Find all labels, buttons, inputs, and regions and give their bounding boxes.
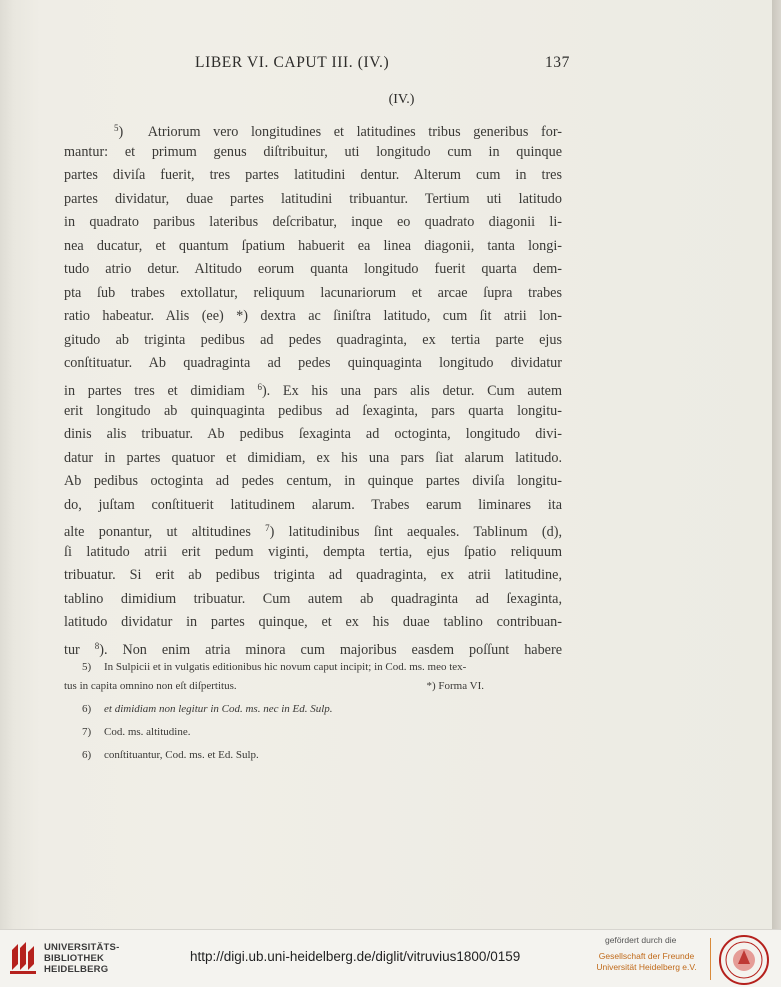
library-logo-icon[interactable] [8,940,38,976]
text-line: tur $^8$). Non enim atria minora cum majoribus easdem poſſunt habere [64,641,563,659]
sponsor-divider [710,938,711,980]
footnotes [64,658,564,765]
sponsor-name[interactable]: Gesellschaft der Freunde Universität Heidelberg e.V. [596,951,697,972]
text-line: nea ducatur, et quantum ſpatium habuerit ea linea diagonii, tanta longi- [64,237,562,254]
note-ref: 7 [265,523,270,534]
text-line: conſtituatur. Ab quadraginta ad pedes quinquaginta longitudo dividatur [64,355,562,372]
library-name[interactable]: UNIVERSITÄTS- BIBLIOTHEK HEIDELBERG [44,942,120,975]
text-line: in partes tres et dimidiam $^6$). Ex his una pars alis detur. Cum autem [64,382,563,400]
text-line: Ab pedibus octoginta ad pedes centum, in quinque partes diviſa longitu- [64,473,562,490]
text-line: dinis alis tribuatur. Ab pedibus ſexaginta ad octoginta, longitudo divi- [64,426,562,443]
permalink-url[interactable]: http://digi.ub.uni-heidelberg.de/diglit/vitruvius1800/0159 [190,949,521,964]
running-title: LIBER VI. CAPUT III. (IV.) [195,54,390,71]
text-line: ſi latitudo atrii erit pedum viginti, dempta tertia, ejus ſpatio reliquum [64,543,562,560]
text-line: mantur: et primum genus diſtribuitur, uti longitudo cum in quinque [64,143,562,160]
text-line: ratio habeatur. Alis (ee) *) dextra ac ſiniſtra latitudo, cum ſit atrii lon- [64,308,562,325]
text-line: datur in partes quatuor et dimidiam, ex his una pars ſiat alarum latitudo. [64,449,562,466]
text-line: tablino dimidium tribuatur. Cum autem ab quadraginta ad ſexaginta, [64,590,562,607]
text-line: partes dividatur, duae partes latitudini tribuantur. Tertium uti latitudo [64,190,562,207]
footnote: 5) In Sulpicii et in vulgatis editionibus hic novum caput incipit; in Cod. ms. meo tex- [82,661,467,673]
footnote: 6) conſtituantur, Cod. ms. et Ed. Sulp. [82,749,259,761]
text-line: alte ponantur, ut altitudines $^7$) latitudinibus ſint aequales. Tablinum (d), [64,523,562,541]
university-seal-icon[interactable] [718,934,770,986]
text-line: $^5$) Atriorum vero longitudines et latitudines tribus generibus for- [114,123,562,140]
footnote: 7) Cod. ms. altitudine. [82,726,191,738]
text-line: in quadrato paribus lateribus deſcribatur, inque eo quadrato diagonii li- [64,214,562,231]
footnote: 6) et dimidiam non legitur in Cod. ms. nec in Ed. Sulp. [82,703,333,715]
page-number: 137 [544,54,570,71]
sponsor-caption: gefördert durch die [605,935,677,945]
figure-note: *) Forma VI. [426,680,484,692]
text-line: latitudo dividatur in partes quinque, et ex his duae tablino contribuan- [64,614,562,631]
main-text [64,117,562,659]
viewer-footer [0,929,781,987]
note-ref: 6 [257,382,262,393]
running-header [62,54,570,76]
text-line: tudo atrio detur. Altitudo eorum quanta longitudo fuerit quarta dem- [64,261,562,278]
text-line: gitudo ab triginta pedibus ad pedes quadraginta, ex tertia parte ejus [64,331,562,348]
text-line: tribuatur. Si erit ab pedibus triginta ad quadraginta, ex atrii latitudine, [64,567,562,584]
text-line: erit longitudo ab quinquaginta pedibus ad ſexaginta, pars quarta longitu- [64,402,562,419]
page-edge [772,0,781,929]
text-line: pta ſub trabes extollatur, reliquum lacunariorum et arcae ſupra trabes [64,284,562,301]
footnote: tus in capita omnino non eſt diſpertitus. *) Forma VI. [64,677,564,696]
section-title: (IV.) [388,92,415,107]
text-line: do, juſtam conſtituerit latitudinem alarum. Trabes earum liminares ita [64,496,562,513]
note-ref: 8 [94,641,100,652]
text-line: partes diviſa fuerit, tres partes latitudini dentur. Alterum cum in tres [64,167,562,184]
note-ref: 5 [114,123,119,133]
